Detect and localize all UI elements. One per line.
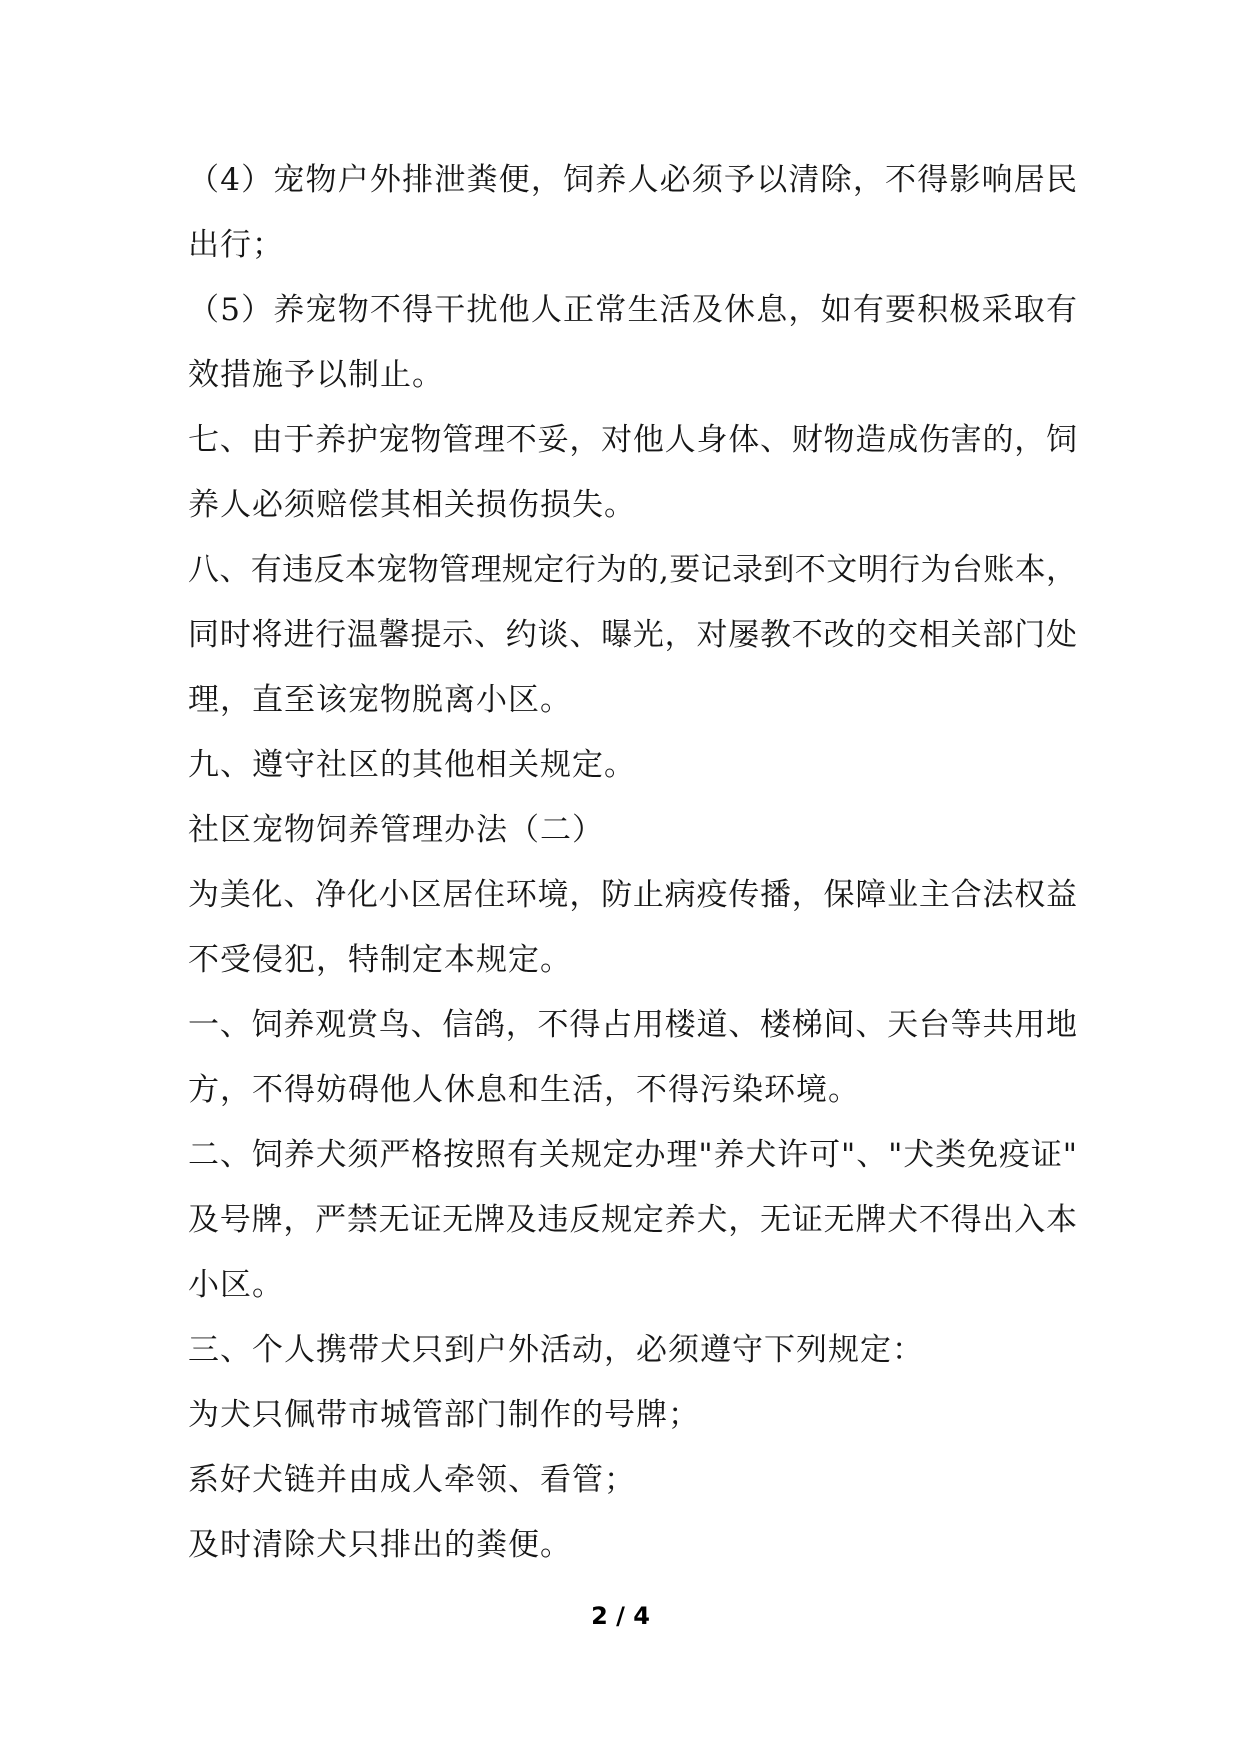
text-line: 及时清除犬只排出的粪便。 <box>188 1527 572 1563</box>
page-number: 2 / 4 <box>591 1602 650 1630</box>
text-line: 方，不得妨碍他人休息和生活，不得污染环境。 <box>188 1072 860 1108</box>
text-line: 同时将进行温馨提示、约谈、曝光，对屡教不改的交相关部门处 <box>188 617 1077 653</box>
text-line: 七、由于养护宠物管理不妥，对他人身体、财物造成伤害的，饲 <box>188 422 1077 458</box>
text-line: 二、饲养犬须严格按照有关规定办理"养犬许可"、"犬类免疫证" <box>188 1137 1077 1173</box>
text-line: 为犬只佩带市城管部门制作的号牌； <box>188 1397 700 1433</box>
document-body <box>188 148 1077 1578</box>
text-line: 为美化、净化小区居住环境，防止病疫传播，保障业主合法权益 <box>188 877 1077 913</box>
text-line: 九、遵守社区的其他相关规定。 <box>188 747 636 783</box>
text-line: 及号牌，严禁无证无牌及违反规定养犬，无证无牌犬不得出入本 <box>188 1202 1077 1238</box>
text-line: 一、饲养观赏鸟、信鸽，不得占用楼道、楼梯间、天台等共用地 <box>188 1007 1077 1043</box>
text-line: 小区。 <box>188 1267 284 1303</box>
text-line: 系好犬链并由成人牵领、看管； <box>188 1462 636 1498</box>
section-title-line: 社区宠物饲养管理办法（二） <box>188 812 604 848</box>
text-line: 养人必须赔偿其相关损伤损失。 <box>188 487 636 523</box>
text-line: 三、个人携带犬只到户外活动，必须遵守下列规定： <box>188 1332 924 1368</box>
text-line: 理，直至该宠物脱离小区。 <box>188 682 572 718</box>
text-line: （5）养宠物不得干扰他人正常生活及休息，如有要积极采取有 <box>188 292 1077 328</box>
text-line: 效措施予以制止。 <box>188 357 444 393</box>
text-line: 八、有违反本宠物管理规定行为的,要记录到不文明行为台账本， <box>188 552 1077 588</box>
text-line: 不受侵犯，特制定本规定。 <box>188 942 572 978</box>
text-line: 出行； <box>188 227 284 263</box>
text-line: （4）宠物户外排泄粪便，饲养人必须予以清除，不得影响居民 <box>188 162 1077 198</box>
